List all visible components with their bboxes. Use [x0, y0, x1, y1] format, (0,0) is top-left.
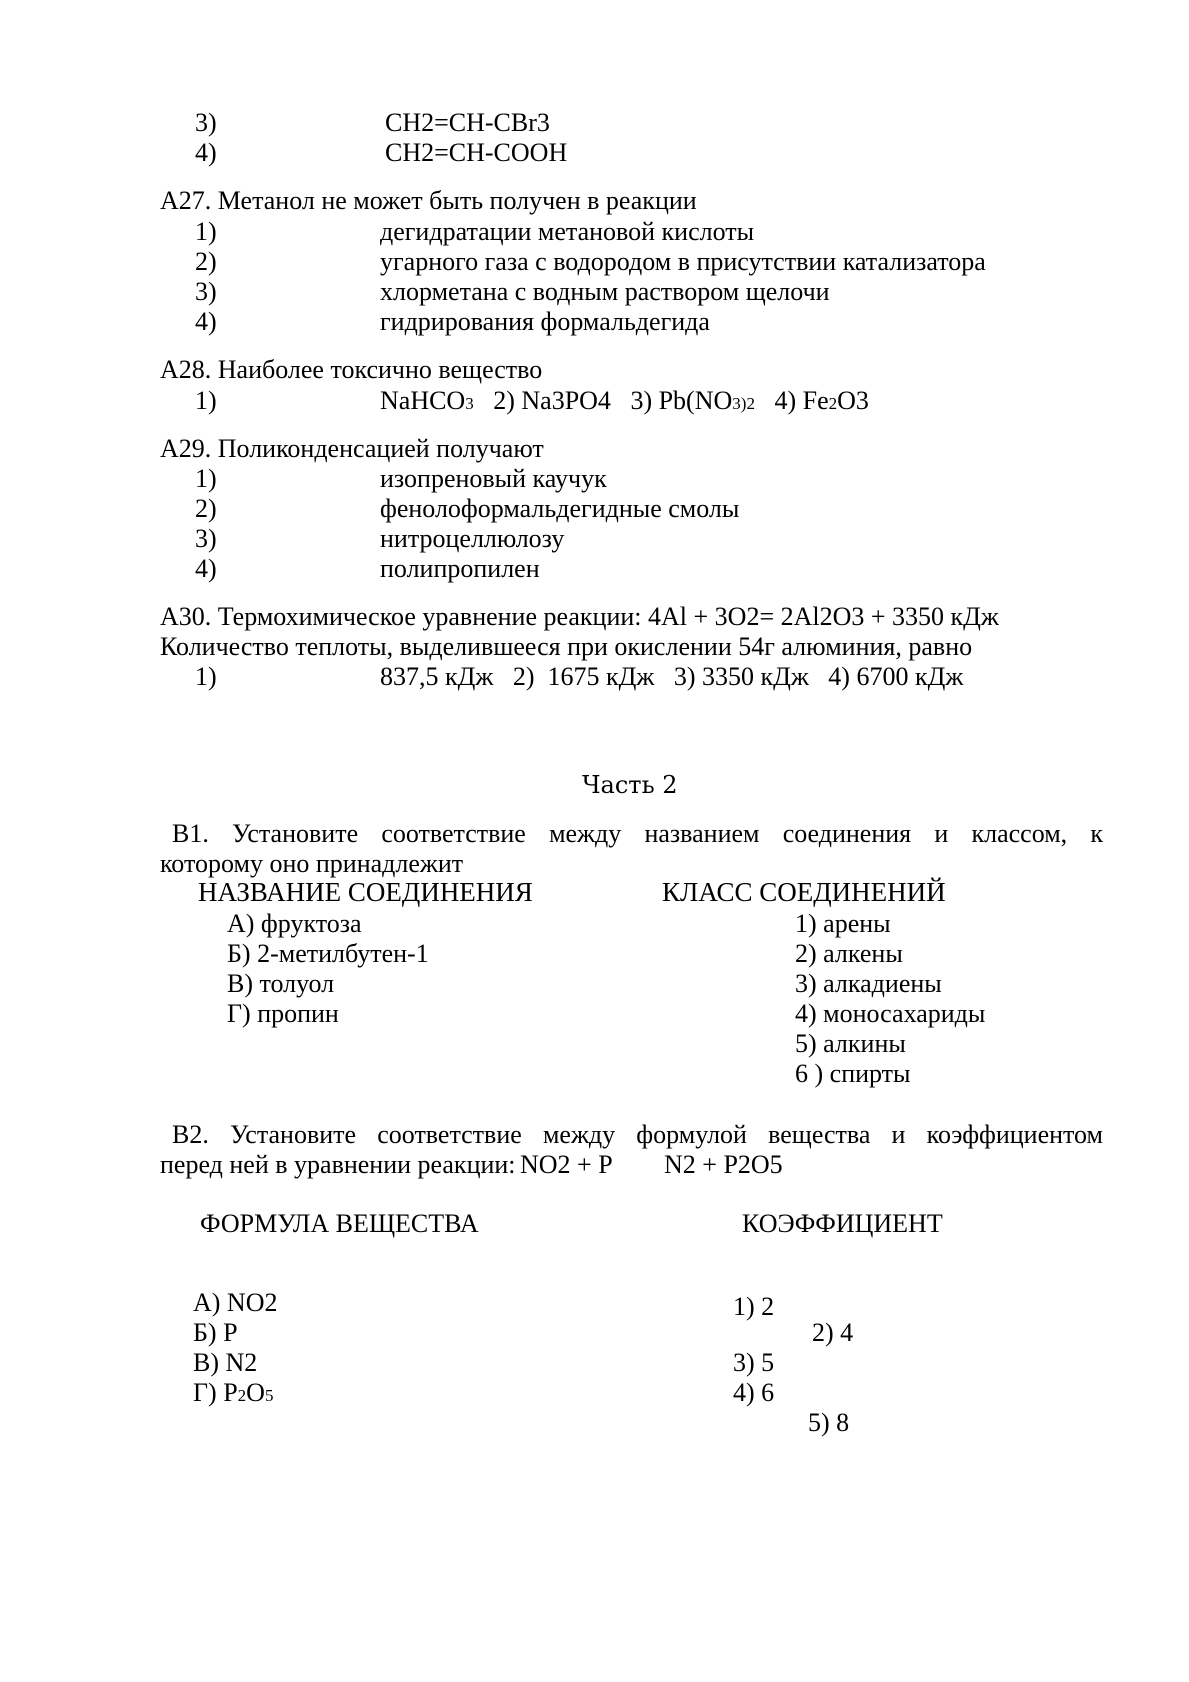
b1-left-item-g: Г) пропин — [227, 999, 339, 1028]
b2-right-item-3: 3) 5 — [733, 1348, 775, 1377]
b2-left-item-g: Г) P2O5 — [193, 1378, 274, 1407]
prev-option-4-number: 4) — [195, 138, 217, 167]
b1-right-item-6: 6 ) спирты — [795, 1059, 911, 1088]
b2-right-item-1: 1) 2 — [733, 1292, 775, 1321]
a27-option-4-text: гидрирования формальдегида — [380, 307, 710, 336]
prev-option-3-text: CH2=CH-CBr3 — [385, 108, 550, 137]
a30-equation-line: А30. Термохимическое уравнение реакции: 4Al + 3O2= 2Al2O3 + 3350 кДж — [160, 602, 999, 631]
a30-answers: 837,5 кДж 2) 1675 кДж 3) 3350 кДж 4) 6700 кДж — [380, 662, 964, 691]
b1-right-item-2: 2) алкены — [795, 939, 903, 968]
a28-option-number: 1) — [195, 386, 217, 415]
b1-right-item-5: 5) алкины — [795, 1029, 906, 1058]
part-title: Часть 2 — [582, 771, 678, 799]
a29-option-4-number: 4) — [195, 554, 217, 583]
prev-option-3-number: 3) — [195, 108, 217, 137]
a28-formula-3: 3) Pb(NO3)2 — [630, 386, 755, 415]
a28-formula-1: NaHCO3 — [380, 386, 474, 415]
b1-left-item-v: В) толуол — [227, 969, 335, 998]
b2-left-item-b: Б) P — [193, 1318, 238, 1347]
b2-question-line-1: В2. Установите соответствие между формулой вещества и коэффициентом — [172, 1120, 1103, 1149]
a28-formula-4: 4) Fe2O3 — [774, 386, 869, 415]
b1-left-item-b: Б) 2-метилбутен-1 — [227, 939, 429, 968]
b1-question-line-2: которому оно принадлежит — [160, 849, 464, 878]
a27-option-1-text: дегидратации метановой кислоты — [380, 217, 755, 246]
a29-question: А29. Поликонденсацией получают — [160, 434, 544, 463]
a27-option-3-text: хлорметана с водным раствором щелочи — [380, 277, 830, 306]
b2-left-item-a: А) NO2 — [193, 1288, 278, 1317]
a27-option-1-number: 1) — [195, 217, 217, 246]
b2-right-item-4: 4) 6 — [733, 1378, 775, 1407]
b1-right-item-1: 1) арены — [795, 909, 891, 938]
b2-right-header: КОЭФФИЦИЕНТ — [742, 1209, 943, 1238]
b2-left-item-v: В) N2 — [193, 1348, 258, 1377]
b2-left-header: ФОРМУЛА ВЕЩЕСТВА — [200, 1209, 479, 1238]
a27-option-3-number: 3) — [195, 277, 217, 306]
b2-question-line-2: перед ней в уравнении реакции: — [160, 1150, 516, 1179]
a30-question-line: Количество теплоты, выделившееся при окислении 54г алюминия, равно — [160, 632, 973, 661]
a28-question: А28. Наиболее токсично вещество — [160, 355, 543, 384]
a27-question: А27. Метанол не может быть получен в реакции — [160, 186, 697, 215]
a28-answers — [380, 388, 869, 414]
b1-right-item-4: 4) моносахариды — [795, 999, 986, 1028]
a27-option-2-text: угарного газа с водородом в присутствии катализатора — [380, 247, 986, 276]
a29-option-2-text: фенолоформальдегидные смолы — [380, 494, 740, 523]
a29-option-3-text: нитроцеллюлозу — [380, 524, 565, 553]
b1-right-header: КЛАСС СОЕДИНЕНИЙ — [662, 877, 946, 907]
b1-left-header: НАЗВАНИЕ СОЕДИНЕНИЯ — [198, 877, 533, 907]
a27-option-4-number: 4) — [195, 307, 217, 336]
b2-right-item-5: 5) 8 — [808, 1408, 850, 1437]
a29-option-1-number: 1) — [195, 464, 217, 493]
b1-left-item-a: А) фруктоза — [227, 909, 362, 938]
a30-option-number: 1) — [195, 662, 217, 691]
a27-option-2-number: 2) — [195, 247, 217, 276]
prev-option-4-text: CH2=CH-COOH — [385, 138, 568, 167]
b2-equation-products: N2 + P2O5 — [664, 1150, 783, 1179]
b2-right-item-2: 2) 4 — [812, 1318, 854, 1347]
a29-option-4-text: полипропилен — [380, 554, 540, 583]
b2-equation-reactants: NO2 + P — [520, 1150, 613, 1179]
b1-right-item-3: 3) алкадиены — [795, 969, 942, 998]
a29-option-2-number: 2) — [195, 494, 217, 523]
a28-formula-2: 2) Na3PO4 — [493, 386, 611, 415]
a29-option-3-number: 3) — [195, 524, 217, 553]
a29-option-1-text: изопреновый каучук — [380, 464, 607, 493]
b1-question-line-1: В1. Установите соответствие между названием соединения и классом, к — [172, 819, 1103, 848]
